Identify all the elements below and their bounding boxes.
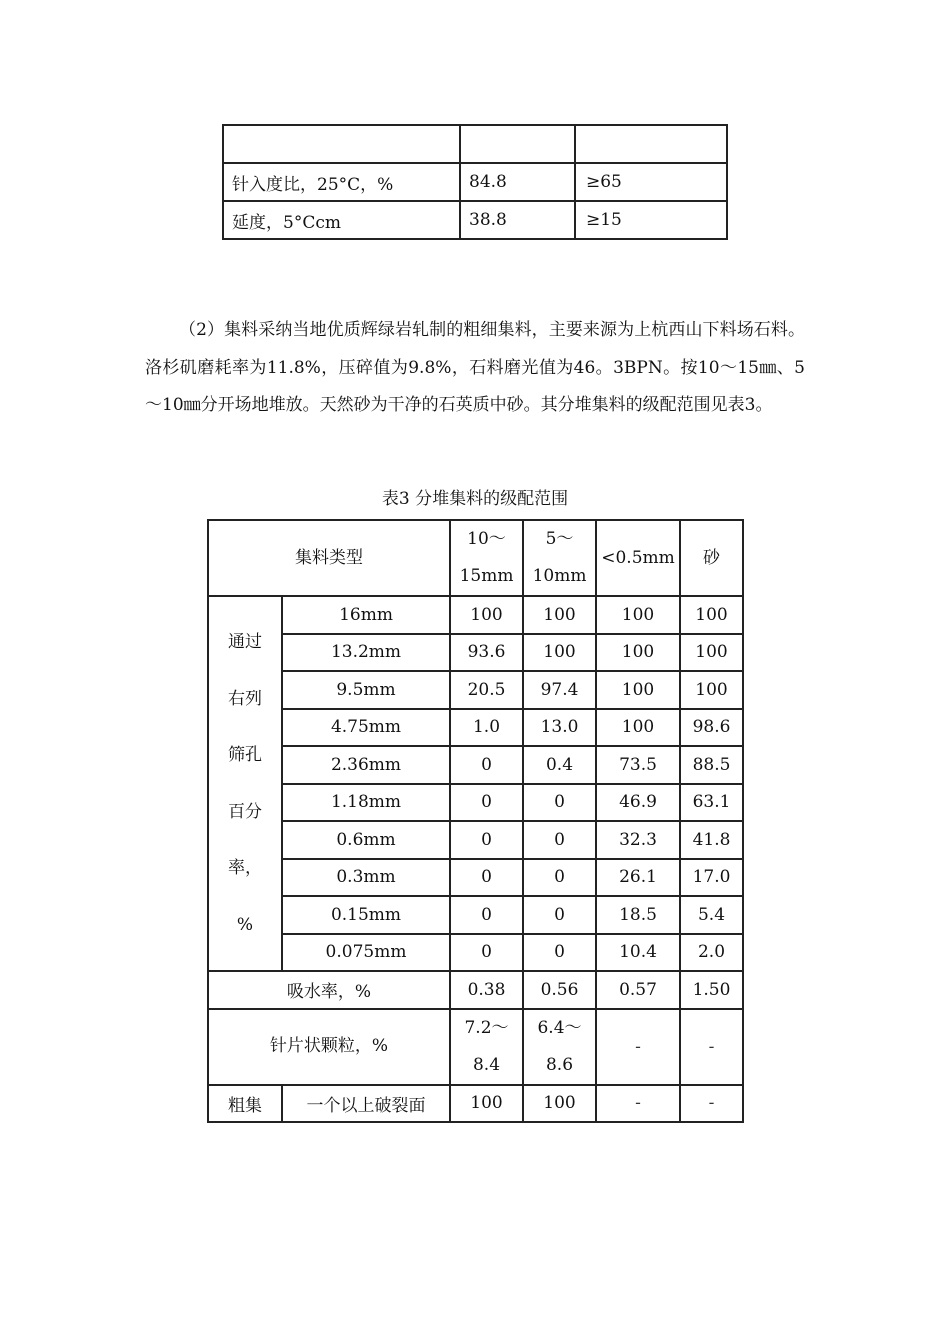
sieve-size: 16mm xyxy=(282,596,450,634)
cell-line: 8.4 xyxy=(472,1054,501,1075)
table-cell: 100 xyxy=(680,671,743,709)
table-cell: 17.0 xyxy=(680,859,743,897)
table-cell: 10.4 xyxy=(596,934,680,972)
table-cell: 0 xyxy=(450,934,523,972)
header-sand: 砂 xyxy=(680,520,743,596)
table-cell: - xyxy=(596,1009,680,1085)
label-line: 率， xyxy=(228,858,262,878)
table-cell: 32.3 xyxy=(596,821,680,859)
table-row xyxy=(208,934,743,972)
table-cell: - xyxy=(596,1085,680,1123)
header-line: 5～ xyxy=(545,529,574,549)
table-cell: 100 xyxy=(680,596,743,634)
coarse-label: 粗集 xyxy=(208,1085,282,1123)
header-lt-0-5mm: <0.5mm xyxy=(596,520,680,596)
table-caption: 表3 分堆集料的级配范围 xyxy=(381,489,569,509)
header-line: 10～ xyxy=(467,529,506,549)
table-cell: 0 xyxy=(450,784,523,822)
sieve-size: 13.2mm xyxy=(282,634,450,672)
table-row xyxy=(208,971,743,1009)
absorption-label: 吸水率，% xyxy=(208,971,450,1009)
sieve-size: 0.15mm xyxy=(282,896,450,934)
table-cell: 0 xyxy=(450,896,523,934)
table-cell: - xyxy=(680,1085,743,1123)
table-row xyxy=(208,746,743,784)
table-cell: 0 xyxy=(523,784,596,822)
header-aggregate-type: 集料类型 xyxy=(208,520,450,596)
property-name: 针入度比，25°C，% xyxy=(223,163,460,201)
table-row xyxy=(208,634,743,672)
table-cell xyxy=(460,125,575,163)
table-cell: 73.5 xyxy=(596,746,680,784)
label-line: 筛孔 xyxy=(228,745,262,765)
table-row xyxy=(208,1009,743,1085)
table-cell: 2.0 xyxy=(680,934,743,972)
table-cell: 63.1 xyxy=(680,784,743,822)
table-row xyxy=(208,784,743,822)
table-cell xyxy=(223,125,460,163)
table-cell: 0.38 xyxy=(450,971,523,1009)
table-cell: 0 xyxy=(523,821,596,859)
table-cell: 100 xyxy=(680,634,743,672)
property-value: 38.8 xyxy=(460,201,575,239)
table-cell xyxy=(450,1009,523,1085)
table-cell xyxy=(523,1009,596,1085)
table-cell: 0 xyxy=(523,859,596,897)
table-cell: 0 xyxy=(450,821,523,859)
sieve-size: 4.75mm xyxy=(282,709,450,747)
table-cell: 100 xyxy=(596,596,680,634)
table-cell: 100 xyxy=(450,596,523,634)
flaky-particles-label: 针片状颗粒，% xyxy=(208,1009,450,1085)
sieve-size: 1.18mm xyxy=(282,784,450,822)
header-10-15mm xyxy=(450,520,523,596)
table-row xyxy=(208,709,743,747)
table-cell xyxy=(575,125,727,163)
cell-line: 7.2～ xyxy=(464,1017,509,1038)
table-cell: 100 xyxy=(596,709,680,747)
table-row xyxy=(223,125,727,163)
table-cell: 13.0 xyxy=(523,709,596,747)
header-line: 15mm xyxy=(459,566,514,586)
table-cell: 5.4 xyxy=(680,896,743,934)
table-cell: 18.5 xyxy=(596,896,680,934)
table-cell: 100 xyxy=(523,634,596,672)
property-requirement: ≥65 xyxy=(575,163,727,201)
sieve-size: 0.075mm xyxy=(282,934,450,972)
sieve-size: 9.5mm xyxy=(282,671,450,709)
label-line: % xyxy=(236,914,254,935)
table-cell: 100 xyxy=(596,634,680,672)
table-cell: 0 xyxy=(523,896,596,934)
table-cell: 20.5 xyxy=(450,671,523,709)
table-cell: 93.6 xyxy=(450,634,523,672)
table-cell: 26.1 xyxy=(596,859,680,897)
table-cell: 0 xyxy=(523,934,596,972)
table-row xyxy=(208,859,743,897)
sieve-size: 2.36mm xyxy=(282,746,450,784)
table-row xyxy=(208,1085,743,1123)
table-cell: 100 xyxy=(596,671,680,709)
header-line: 10mm xyxy=(532,566,587,586)
table-cell: - xyxy=(680,1009,743,1085)
table-row xyxy=(208,896,743,934)
table-row xyxy=(208,821,743,859)
label-line: 右列 xyxy=(228,688,262,709)
header-5-10mm xyxy=(523,520,596,596)
table-cell: 0.56 xyxy=(523,971,596,1009)
table-cell: 97.4 xyxy=(523,671,596,709)
label-line: 通过 xyxy=(228,632,262,652)
gradation-table xyxy=(207,519,744,1123)
cell-line: 6.4～ xyxy=(537,1017,582,1038)
table-cell: 41.8 xyxy=(680,821,743,859)
table-row xyxy=(208,596,743,634)
table-cell: 0 xyxy=(450,746,523,784)
cell-line: 8.6 xyxy=(545,1054,574,1075)
table-row xyxy=(223,201,727,239)
property-value: 84.8 xyxy=(460,163,575,201)
sieve-size: 0.3mm xyxy=(282,859,450,897)
sieve-size: 0.6mm xyxy=(282,821,450,859)
table-cell: 100 xyxy=(450,1085,523,1123)
passing-percent-label xyxy=(208,596,282,971)
table-cell: 88.5 xyxy=(680,746,743,784)
label-line: 百分 xyxy=(228,801,262,822)
table-cell: 46.9 xyxy=(596,784,680,822)
table-cell: 0.4 xyxy=(523,746,596,784)
table-row xyxy=(208,671,743,709)
table-cell: 0 xyxy=(450,859,523,897)
table-header-row xyxy=(208,520,743,596)
table-cell: 98.6 xyxy=(680,709,743,747)
table-cell: 1.50 xyxy=(680,971,743,1009)
property-requirement: ≥15 xyxy=(575,201,727,239)
table-row xyxy=(223,163,727,201)
property-name: 延度，5°Ccm xyxy=(223,201,460,239)
table-cell: 100 xyxy=(523,596,596,634)
body-paragraph: （2）集料采纳当地优质辉绿岩轧制的粗细集料，主要来源为上杭西山下料场石料。洛杉矶磨耗率为11.8%，压碎值为9.8%，石料磨光值为46。3BPN。按10～15㎜、5～10㎜分开场地堆放。天然砂为干净的石英质中砂。其分堆集料的级配范围见表3。 xyxy=(145,320,805,415)
fracture-label: 一个以上破裂面 xyxy=(282,1085,450,1123)
property-table xyxy=(222,124,728,240)
table-cell: 0.57 xyxy=(596,971,680,1009)
table-cell: 1.0 xyxy=(450,709,523,747)
table-cell: 100 xyxy=(523,1085,596,1123)
